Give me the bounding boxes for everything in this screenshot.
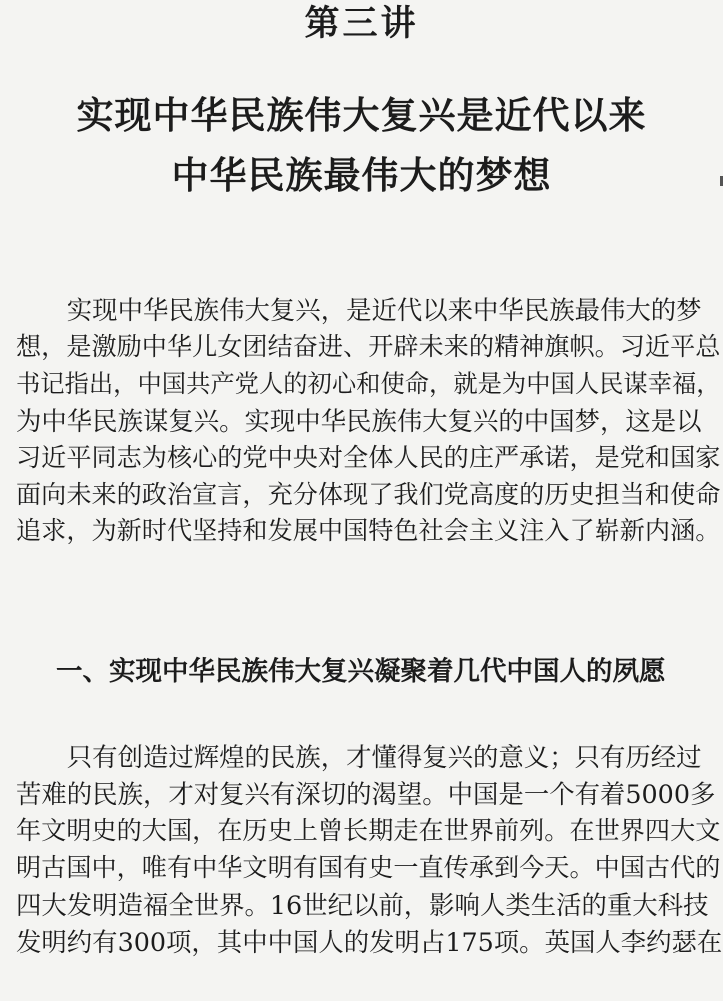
main-title-line-1: 实现中华民族伟大复兴是近代以来 xyxy=(76,94,647,137)
lecture-title: 第三讲 xyxy=(304,4,419,44)
paragraph-line: 习近平同志为核心的党中央对全体人民的庄严承诺，是党和国家 xyxy=(16,442,721,472)
paragraph-line: 发明约有300项，其中中国人的发明占175项。英国人李约瑟在 xyxy=(16,926,723,957)
paragraph-section-1 xyxy=(16,739,723,960)
paragraph-line: 只有创造过辉煌的民族，才懂得复兴的意义；只有历经过 xyxy=(16,742,702,772)
paragraph-line: 苦难的民族，才对复兴有深切的渴望。中国是一个有着5000多 xyxy=(16,778,716,809)
paragraph-intro xyxy=(16,292,723,550)
paragraph-line: 书记指出，中国共产党人的初心和使命，就是为中国人民谋幸福， xyxy=(16,368,721,398)
main-title-line-2: 中华民族最伟大的梦想 xyxy=(171,154,552,197)
paragraph-line: 明古国中，唯有中华文明有国有史一直传承到今天。中国古代的 xyxy=(16,852,721,882)
paragraph-line: 面向未来的政治宣言，充分体现了我们党高度的历史担当和使命 xyxy=(16,479,721,509)
paragraph-line: 实现中华民族伟大复兴，是近代以来中华民族最伟大的梦 xyxy=(16,295,702,325)
main-title xyxy=(0,86,723,206)
paragraph-line: 想，是激励中华儿女团结奋进、开辟未来的精神旗帜。习近平总 xyxy=(16,331,721,361)
section-heading: 一、实现中华民族伟大复兴凝聚着几代中国人的夙愿 xyxy=(56,656,666,687)
paragraph-line: 年文明史的大国，在历史上曾长期走在世界前列。在世界四大文 xyxy=(16,815,721,845)
paragraph-line: 四大发明造福全世界。16世纪以前，影响人类生活的重大科技 xyxy=(16,889,709,920)
paragraph-line: 为中华民族谋复兴。实现中华民族伟大复兴的中国梦，这是以 xyxy=(16,405,702,436)
paragraph-line: 追求，为新时代坚持和发展中国特色社会主义注入了崭新内涵。 xyxy=(16,516,721,546)
